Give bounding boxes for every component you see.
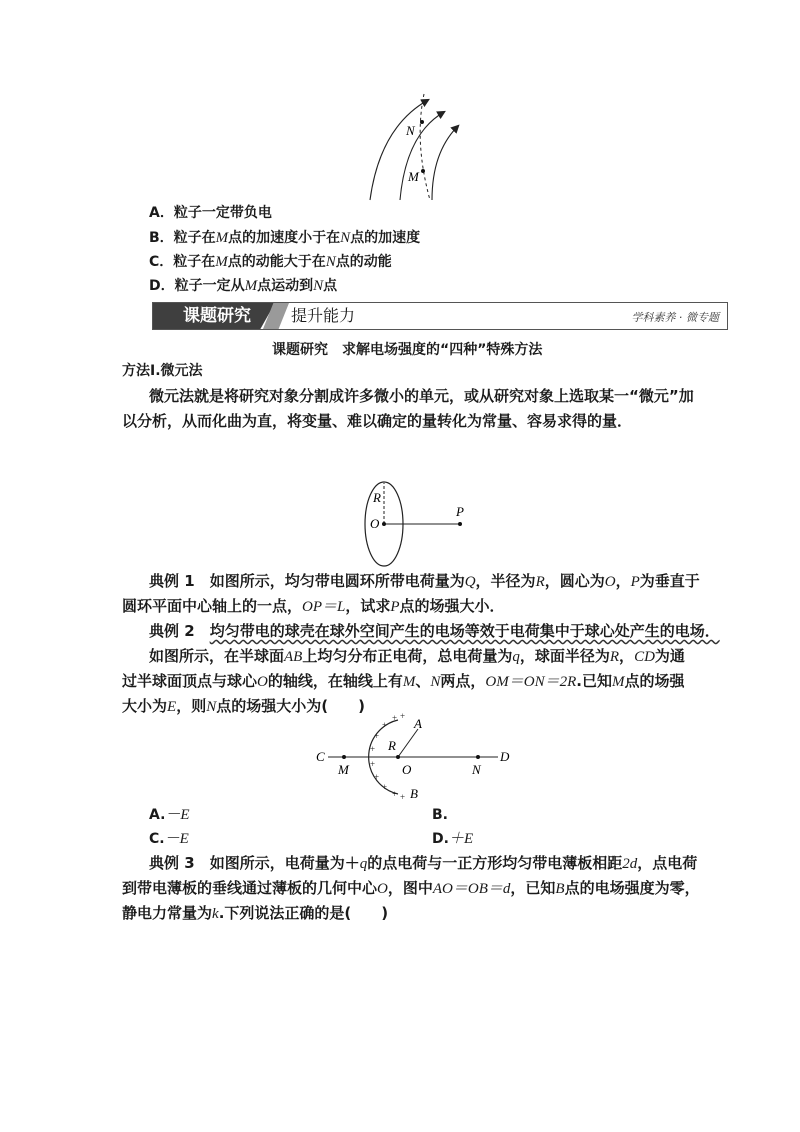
label-N: N — [472, 762, 481, 777]
svg-text:+: + — [400, 792, 406, 802]
option-B: B．粒子在M点的加速度小于在N点的加速度 — [149, 230, 421, 246]
option2-D: D.＋E — [432, 831, 474, 847]
example1-line-2: 圆环平面中心轴上的一点，OP＝L，试求P点的场强大小． — [122, 597, 505, 615]
option-D: D．粒子一定从M点运动到N点 — [149, 278, 338, 294]
example3-line-3: 静电力常量为k.下列说法正确的是( ) — [122, 904, 389, 922]
label-M: M — [338, 762, 349, 777]
label-D: D — [500, 749, 510, 764]
example3-line-2: 到带电薄板的垂线通过薄板的几何中心O，图中AO＝OB＝d，已知B点的电场强度为零， — [122, 879, 700, 897]
label-R: R — [373, 490, 381, 505]
svg-text:+: + — [370, 744, 376, 754]
method-text-line-1: 微元法就是将研究对象分割成许多微小的单元，或从研究对象上选取某一“微元”加 — [149, 387, 694, 405]
svg-text:+: + — [370, 759, 376, 769]
label-B: B — [410, 786, 418, 801]
label-N: N — [406, 123, 415, 138]
hemisphere-figure — [310, 712, 516, 804]
trajectory — [420, 94, 430, 200]
field-lines-figure — [362, 92, 466, 202]
label-O: O — [370, 516, 380, 531]
svg-text:+: + — [382, 782, 388, 792]
example1-line-1: 典例 1 如图所示，均匀带电圆环所带电荷量为Q，半径为R，圆心为O，P为垂直于 — [149, 572, 700, 590]
svg-text:+: + — [392, 713, 398, 723]
section-banner — [152, 302, 728, 330]
option2-B: B. — [432, 807, 448, 823]
option-A: A．粒子一定带负电 — [149, 205, 272, 221]
svg-text:+: + — [392, 789, 398, 799]
example2-line-2: 如图所示，在半球面AB上均匀分布正电荷，总电荷量为q，球面半径为R，CD为通 — [149, 647, 685, 665]
option2-C: C.－E — [149, 831, 189, 847]
field-line-1 — [370, 100, 428, 200]
label-C: C — [316, 749, 325, 764]
banner-tag: 学科素养 · 微专题 — [631, 311, 719, 324]
section-title: 课题研究 求解电场强度的“四种”特殊方法 — [272, 342, 543, 358]
label-R: R — [388, 738, 396, 753]
example2-line-4: 大小为E，则N点的场强大小为( ) — [122, 697, 365, 715]
example3-line-1: 典例 3 如图所示，电荷量为＋q的点电荷与一正方形均匀带电薄板相距2d，点电荷 — [149, 854, 698, 872]
option2-A: A.－E — [149, 807, 190, 823]
banner-right-text: 提升能力 — [291, 306, 356, 325]
example2-line-3: 过半球面顶点与球心O的轴线，在轴线上有M、N两点，OM＝ON＝2R.已知M点的场强 — [122, 672, 685, 690]
method-text-line-2: 以分析，从而化曲为直，将变量、难以确定的量转化为常量、容易求得的量． — [122, 412, 633, 430]
svg-text:+: + — [400, 712, 406, 721]
label-A: A — [414, 716, 422, 731]
field-line-3 — [432, 126, 458, 200]
ring-figure — [358, 480, 470, 570]
label-P: P — [456, 504, 464, 519]
svg-text:+: + — [382, 720, 388, 730]
label-O: O — [402, 762, 412, 777]
svg-text:+: + — [374, 772, 380, 782]
banner-left-text: 课题研究 — [183, 306, 251, 326]
radius-line — [398, 729, 418, 757]
svg-text:+: + — [374, 731, 380, 741]
method-title: 方法Ⅰ.微元法 — [122, 363, 203, 379]
option-C: C．粒子在M点的动能大于在N点的动能 — [149, 254, 392, 270]
example2-line-1: 典例 2 均匀带电的球壳在球外空间产生的电场等效于电荷集中于球心处产生的电场． — [149, 622, 720, 640]
label-M: M — [408, 169, 419, 184]
